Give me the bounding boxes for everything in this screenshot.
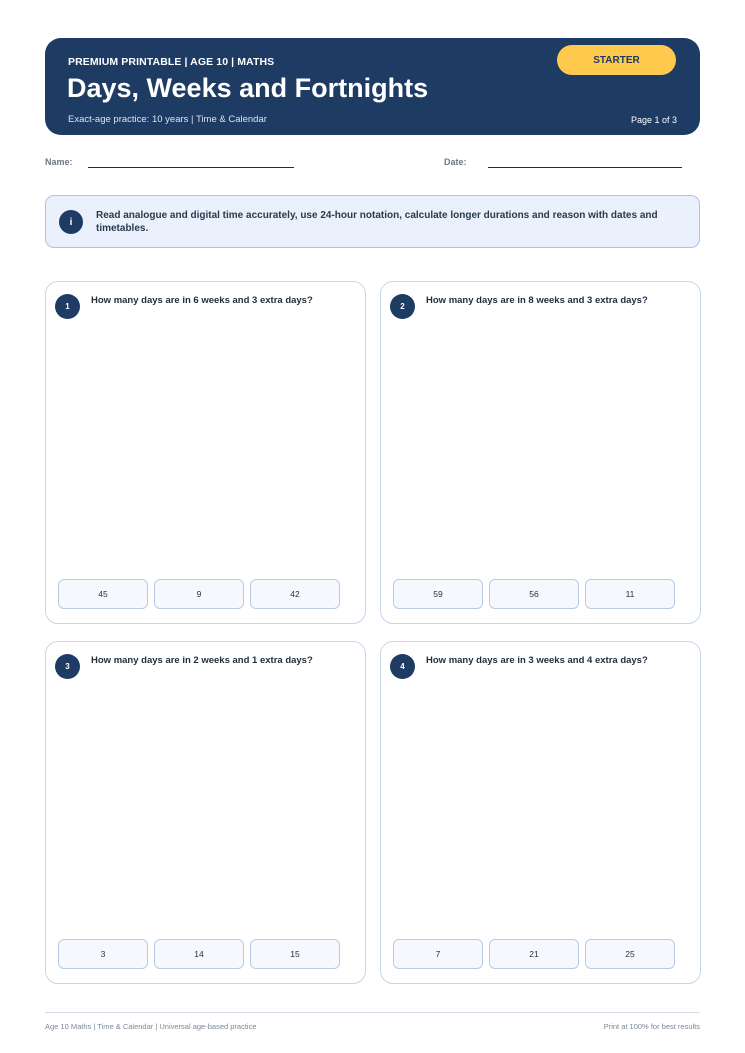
question-card-2	[380, 281, 701, 624]
question-card-4	[380, 641, 701, 984]
answer-option[interactable]: 25	[585, 939, 675, 969]
page-number: Page 1 of 3	[630, 115, 677, 125]
question-card-1	[45, 281, 366, 624]
date-field[interactable]	[488, 167, 682, 168]
question-number: 1	[55, 294, 80, 319]
answer-option[interactable]: 7	[393, 939, 483, 969]
question-number: 3	[55, 654, 80, 679]
name-label: Name:	[45, 157, 73, 167]
answer-option[interactable]: 15	[250, 939, 340, 969]
footer-left-text: Age 10 Maths | Time & Calendar | Universal age-based practice	[45, 1022, 257, 1031]
answer-option[interactable]: 14	[154, 939, 244, 969]
question-text: How many days are in 3 weeks and 4 extra days?	[426, 655, 648, 666]
question-number: 2	[390, 294, 415, 319]
question-text: How many days are in 6 weeks and 3 extra days?	[91, 295, 313, 306]
answer-option[interactable]: 45	[58, 579, 148, 609]
question-text: How many days are in 2 weeks and 1 extra days?	[91, 655, 313, 666]
date-label: Date:	[444, 157, 467, 167]
question-card-3	[45, 641, 366, 984]
header-subtitle: Exact-age practice: 10 years | Time & Calendar	[68, 114, 267, 125]
footer-right-text: Print at 100% for best results	[603, 1022, 700, 1031]
header-kicker: PREMIUM PRINTABLE | AGE 10 | MATHS	[68, 56, 275, 68]
name-field[interactable]	[88, 167, 294, 168]
footer-divider	[45, 1012, 700, 1013]
answer-option[interactable]: 21	[489, 939, 579, 969]
instructions-box	[45, 195, 700, 248]
instructions-text: Read analogue and digital time accurately, use 24-hour notation, calculate longer durations and reason with dates and timetables.	[96, 210, 658, 234]
answer-option[interactable]: 42	[250, 579, 340, 609]
question-text: How many days are in 8 weeks and 3 extra days?	[426, 295, 648, 306]
answer-option[interactable]: 56	[489, 579, 579, 609]
answer-option[interactable]: 9	[154, 579, 244, 609]
worksheet-header	[45, 38, 700, 135]
answer-option[interactable]: 11	[585, 579, 675, 609]
question-number: 4	[390, 654, 415, 679]
info-icon: i	[59, 210, 83, 234]
level-badge: STARTER	[557, 45, 676, 75]
page-title: Days, Weeks and Fortnights	[67, 73, 429, 103]
answer-option[interactable]: 3	[58, 939, 148, 969]
answer-option[interactable]: 59	[393, 579, 483, 609]
